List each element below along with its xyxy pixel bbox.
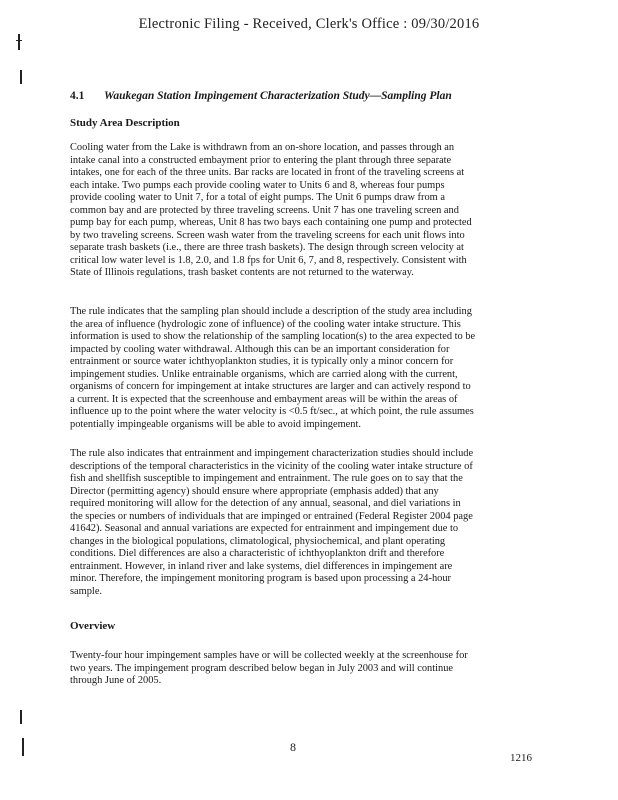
section-heading: [70, 90, 452, 102]
section-number: 4.1: [70, 90, 85, 102]
text-line: impacted by cooling water withdrawal. Although this can be an important consideration for: [70, 343, 450, 355]
text-line: intake canal into a constructed embayment prior to entering the plant through three separate: [70, 154, 452, 166]
text-line: by two traveling screens. Screen wash water from the traveling screens for each unit flows into: [70, 229, 465, 241]
text-line: impingement studies. Unlike entrainable organisms, which are carried along with the current,: [70, 368, 458, 380]
text-line: The rule indicates that the sampling plan should include a description of the study area including: [70, 306, 472, 317]
study-area-paragraph-2: [70, 306, 522, 431]
text-line: separate trash baskets (i.e., there are three trash baskets). The design through screen velocity at: [70, 242, 464, 253]
scan-mark: [20, 70, 22, 84]
text-line: information is used to show the relationship of the sampling location(s) to the area expected to be: [70, 331, 476, 342]
page-number: 8: [290, 740, 296, 754]
text-line: each intake. Two pumps each provide cooling water to Units 6 and 8, whereas four pumps: [70, 179, 445, 191]
study-area-heading: Study Area Description: [70, 117, 180, 129]
scan-mark: [22, 738, 24, 756]
bates-number: 1216: [510, 752, 532, 764]
text-line: intakes, one for each of the three units. Bar racks are located in front of the traveling screens at: [70, 167, 465, 178]
text-line: influence up to the point where the water velocity is <0.5 ft/sec., at which point, the rule assumes: [70, 406, 474, 417]
text-line: Director (permitting agency) should ensure where appropriate (emphasis added) that any: [70, 485, 439, 497]
text-line: critical low water level is 1.8, 2.0, and 1.8 fps for Unit 6, 7, and 8, respectively. Consistent with: [70, 254, 467, 266]
text-line: required monitoring will allow for the detection of any annual, seasonal, and diel variations in: [70, 498, 461, 509]
text-line: two years. The impingement program described below began in July 2003 and will continue: [70, 662, 454, 674]
text-line: common bay and are protected by three traveling screens. Unit 7 has one traveling screen and: [70, 204, 459, 216]
text-line: organisms of concern for impingement at intake structures are larger and can actively respond to: [70, 381, 471, 392]
filing-stamp-header: Electronic Filing - Received, Clerk's Office : 09/30/2016: [138, 16, 480, 32]
study-area-paragraph-3: [70, 448, 522, 598]
text-line: fish and shellfish susceptible to impingement and entrainment. The rule goes on to say that the: [70, 473, 463, 484]
text-line: potentially impingeable organisms will be able to avoid impingement.: [70, 418, 361, 430]
text-line: the species or numbers of individuals that are impinged or entrained (Federal Register 2004 page: [70, 510, 473, 522]
text-line: entrainment or source water ichthyoplankton studies, it is typically only a minor concern for: [70, 356, 454, 367]
text-line: Cooling water from the Lake is withdrawn from an on-shore location, and passes through an: [70, 142, 455, 153]
section-title: Waukegan Station Impingement Characterization Study—Sampling Plan: [104, 90, 452, 102]
text-line: 41642). Seasonal and annual variations are expected for entrainment and impingement due to: [70, 523, 459, 534]
text-line: the area of influence (hydrologic zone of influence) of the cooling water intake structure. This: [70, 318, 461, 330]
text-line: changes in the biological populations, climatological, physiochemical, and plant operating: [70, 535, 446, 547]
text-line: State of Illinois regulations, trash basket contents are not returned to the waterway.: [70, 267, 414, 278]
text-line: descriptions of the temporal characteristics in the vicinity of the cooling water intake structure of: [70, 460, 473, 472]
text-line: pump bay for each pump, whereas, Unit 8 has two bays each containing one pump and protected: [70, 217, 472, 228]
text-line: entrainment. However, in inland river and lake systems, diel differences in impingement are: [70, 560, 453, 572]
text-line: minor. Therefore, the impingement monitoring program is based upon processing a 24-hour: [70, 573, 452, 584]
text-line: sample.: [70, 585, 103, 597]
text-line: provide cooling water to Unit 7, for a total of eight pumps. The Unit 6 pumps draw from a: [70, 192, 445, 203]
overview-paragraph: [70, 650, 522, 688]
text-line: conditions. Diel differences are also a characteristic of ichthyoplankton drift and therefore: [70, 548, 445, 559]
overview-heading: Overview: [70, 620, 116, 632]
scan-mark: [20, 710, 22, 724]
text-line: Twenty-four hour impingement samples have or will be collected weekly at the screenhouse for: [70, 650, 468, 661]
text-line: The rule also indicates that entrainment and impingement characterization studies should include: [70, 448, 474, 459]
study-area-paragraph-1: [70, 142, 522, 280]
text-line: a current. It is expected that the screenhouse and embayment areas will be within the areas of: [70, 393, 458, 405]
scan-mark: [16, 40, 22, 41]
scan-mark: [18, 34, 20, 50]
text-line: through June of 2005.: [70, 675, 162, 686]
